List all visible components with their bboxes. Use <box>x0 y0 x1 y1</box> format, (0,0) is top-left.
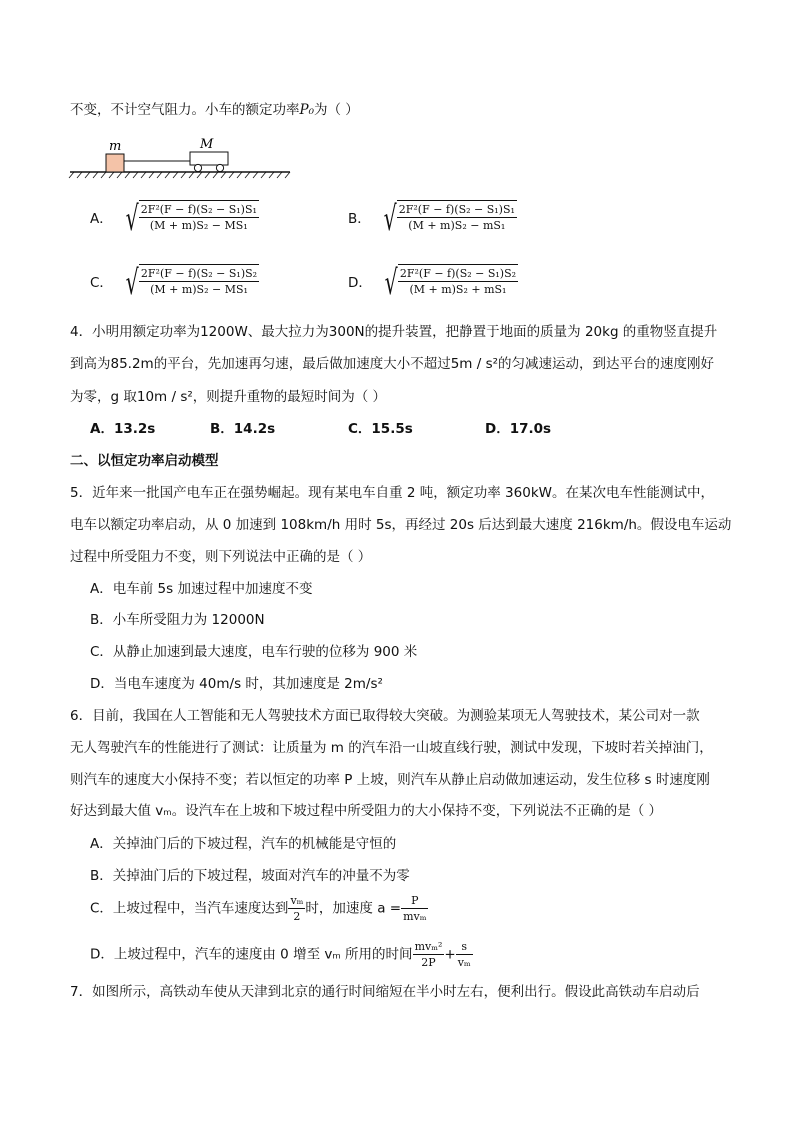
block-m <box>106 154 124 172</box>
q5-option-a[interactable]: A．电车前 5s 加速过程中加速度不变 <box>90 581 313 597</box>
q6-option-a[interactable]: A．关掉油门后的下坡过程，汽车的机械能是守恒的 <box>90 836 397 852</box>
fraction-mvm2-over-2p: $\frac{\text{mvₘ²}}{2P}$ <box>414 940 443 969</box>
q6-option-c[interactable]: C．上坡过程中，当汽车速度达到 $\frac{\text{vₘ}}{2}$ 时，加速度 a = $\frac{P}{\text{mvₘ}}$ <box>90 894 427 923</box>
q6-line3: 则汽车的速度大小保持不变；若以恒定的功率 P 上坡，则汽车从静止启动做加速运动，发生位移 s 时速度刚 <box>70 772 710 788</box>
p0-symbol: P₀ <box>299 102 314 118</box>
q5-option-b[interactable]: B．小车所受阻力为 12000N <box>90 612 265 628</box>
q5-option-c[interactable]: C．从静止加速到最大速度，电车行驶的位移为 900 米 <box>90 644 418 660</box>
q4-line1: 4．小明用额定功率为1200W、最大拉力为300N的提升装置，把静置于地面的质量为 20kg 的重物竖直提升 <box>70 324 718 340</box>
q6-line4: 好达到最大值 vₘ。设汽车在上坡和下坡过程中所受阻力的大小保持不变，下列说法不正确的是（ ） <box>70 803 662 819</box>
q4-option-a[interactable]: A．13.2s <box>90 421 156 437</box>
q3-tail-text: 不变，不计空气阻力。小车的额定功率 <box>70 102 300 118</box>
q4-line2: 到高为85.2m的平台，先加速再匀速，最后做加速度大小不超过5m / s²的匀减速运动，到达平台的速度刚好 <box>70 356 715 372</box>
section-2-title: 二、以恒定功率启动模型 <box>70 453 219 469</box>
fraction-vm-over-2: $\frac{\text{vₘ}}{2}$ <box>290 894 304 923</box>
sqrt-expression: √ $\frac{\text{2F²(F − f)(S₂ − S₁)S₂}}{\text{(M + m)S₂ + mS₁}}$ <box>384 263 517 303</box>
q4-option-d[interactable]: D．17.0s <box>485 421 552 437</box>
q7-line1: 7．如图所示，高铁动车使从天津到北京的通行时间缩短在半小时左右，便利出行。假设此高铁动车启动后 <box>70 984 700 1000</box>
q3-figure <box>68 132 308 182</box>
sqrt-expression: √ $\frac{\text{2F²(F − f)(S₂ − S₁)S₂}}{\text{(M + m)S₂ − MS₁}}$ <box>125 263 258 303</box>
label-M: M <box>200 137 214 152</box>
q3-option-d[interactable]: D． √ $\frac{\text{2F²(F − f)(S₂ − S₁)S₂}}{\text{(M + m)S₂ + mS₁}}$ <box>348 263 517 303</box>
q3-option-a[interactable]: A． √ $\frac{\text{2F²(F − f)(S₂ − S₁)S₁}}{\text{(M + m)S₂ − MS₁}}$ <box>90 199 257 239</box>
q3-tail-line <box>70 100 359 120</box>
q3-tail-end: 为（ ） <box>314 102 359 118</box>
q5-line2: 电车以额定功率启动，从 0 加速到 108km/h 用时 5s，再经过 20s 后达到最大速度 216km/h。假设电车运动 <box>70 517 732 533</box>
sqrt-expression: √ $\frac{\text{2F²(F − f)(S₂ − S₁)S₁}}{\text{(M + m)S₂ − mS₁}}$ <box>383 199 515 239</box>
q5-line3: 过程中所受阻力不变，则下列说法中正确的是（ ） <box>70 549 372 565</box>
q3-option-c[interactable]: C． √ $\frac{\text{2F²(F − f)(S₂ − S₁)S₂}}{\text{(M + m)S₂ − MS₁}}$ <box>90 263 258 303</box>
q3-option-b[interactable]: B． √ $\frac{\text{2F²(F − f)(S₂ − S₁)S₁}}{\text{(M + m)S₂ − mS₁}}$ <box>348 199 515 239</box>
sqrt-expression: √ $\frac{\text{2F²(F − f)(S₂ − S₁)S₁}}{\text{(M + m)S₂ − MS₁}}$ <box>125 199 257 239</box>
label-m: m <box>109 139 122 154</box>
q5-line1: 5．近年来一批国产电车正在强势崛起。现有某电车自重 2 吨，额定功率 360kW。在某次电车性能测试中， <box>70 485 714 501</box>
cart-M <box>190 152 228 165</box>
q4-option-b[interactable]: B．14.2s <box>210 421 276 437</box>
q4-option-c[interactable]: C．15.5s <box>348 421 413 437</box>
q6-option-b[interactable]: B．关掉油门后的下坡过程，坡面对汽车的冲量不为零 <box>90 868 410 884</box>
q6-option-d[interactable]: D．上坡过程中，汽车的速度由 0 增至 vₘ 所用的时间 $\frac{\text{mvₘ²}}{2P}$ + $\frac{s}{\text{vₘ}}$ <box>90 940 471 969</box>
fraction-s-over-vm: $\frac{s}{\text{vₘ}}$ <box>457 940 471 969</box>
q6-line1: 6．目前，我国在人工智能和无人驾驶技术方面已取得较大突破。为测验某项无人驾驶技术，某公司对一款 <box>70 708 700 724</box>
q6-line2: 无人驾驶汽车的性能进行了测试：让质量为 m 的汽车沿一山坡直线行驶，测试中发现，下坡时若关掉油门， <box>70 740 713 756</box>
q4-line3: 为零，g 取10m / s²，则提升重物的最短时间为（ ） <box>70 389 387 405</box>
fraction-p-over-mvm: $\frac{P}{\text{mvₘ}}$ <box>403 894 427 923</box>
q5-option-d[interactable]: D．当电车速度为 40m/s 时，其加速度是 2m/s² <box>90 676 383 692</box>
